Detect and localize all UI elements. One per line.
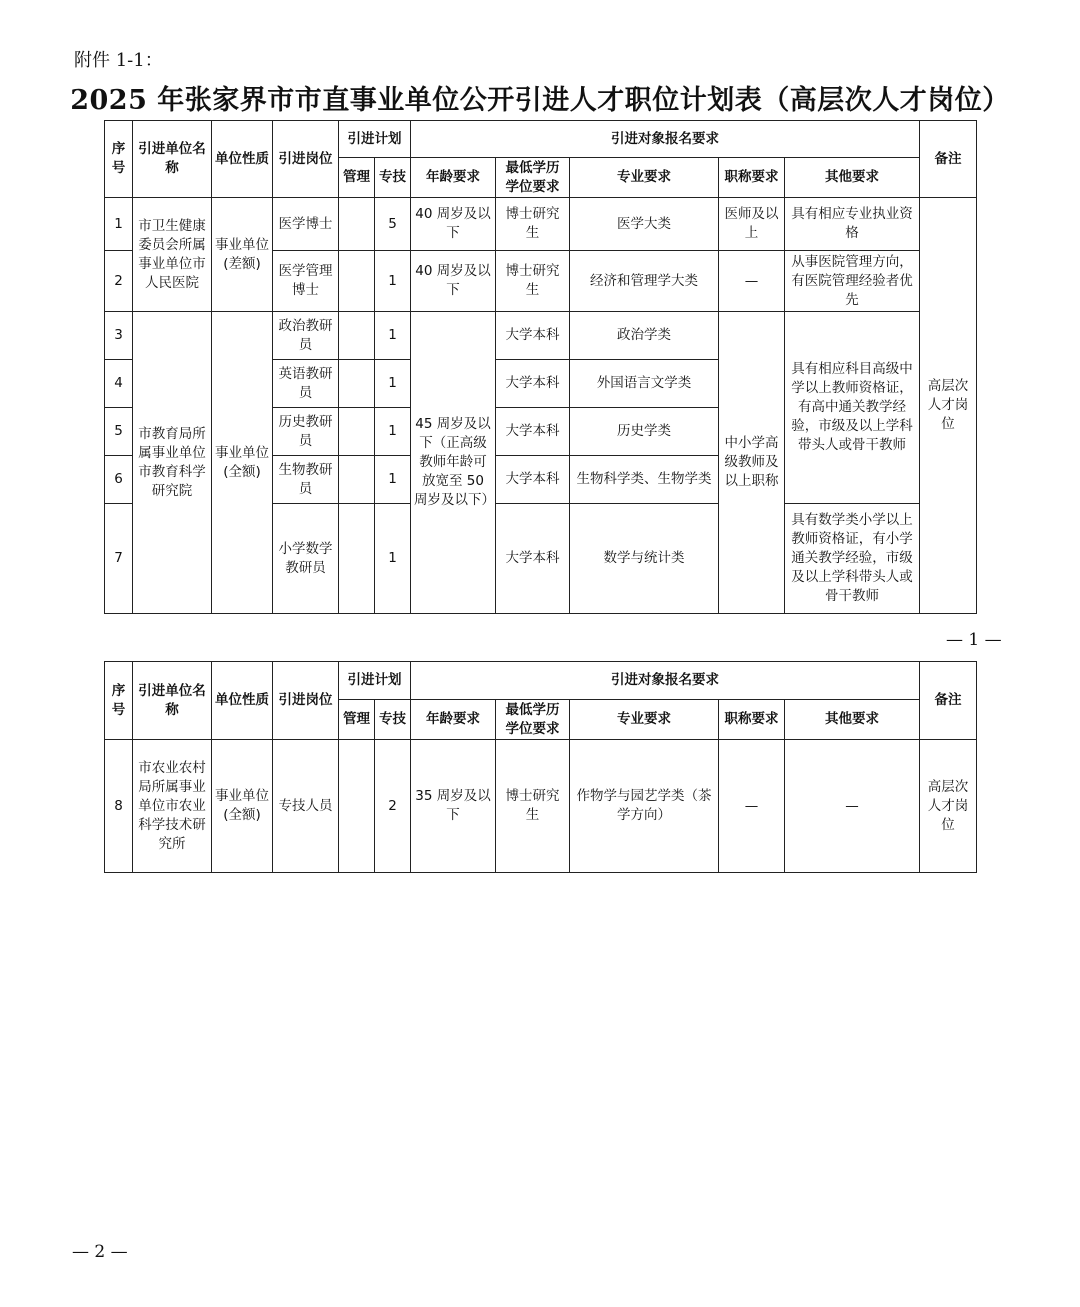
row-edu: 大学本科 — [496, 456, 570, 504]
header-age: 年龄要求 — [411, 158, 496, 198]
row-plan-mgmt — [339, 198, 375, 251]
row-plan-tech: 2 — [375, 740, 411, 873]
header-requirements: 引进对象报名要求 — [411, 121, 920, 158]
row-major: 数学与统计类 — [570, 504, 719, 614]
row-position: 专技人员 — [273, 740, 339, 873]
header-plan: 引进计划 — [339, 662, 411, 700]
table-row — [105, 198, 977, 251]
row-age: 40 周岁及以下 — [411, 198, 496, 251]
row-position: 政治教研员 — [273, 312, 339, 360]
unit-name-education: 市教育局所属事业单位市教育科学研究院 — [133, 312, 212, 614]
row-edu: 博士研究生 — [496, 740, 570, 873]
row-edu: 大学本科 — [496, 312, 570, 360]
header-title-req: 职称要求 — [719, 158, 785, 198]
row-plan-mgmt — [339, 360, 375, 408]
header-major: 专业要求 — [570, 158, 719, 198]
header-plan-tech: 专技 — [375, 158, 411, 198]
row-position: 历史教研员 — [273, 408, 339, 456]
page-number: — 1 — — [946, 630, 1002, 650]
row-edu: 博士研究生 — [496, 251, 570, 312]
header-edu: 最低学历学位要求 — [496, 158, 570, 198]
row-age: 35 周岁及以下 — [411, 740, 496, 873]
row-title-req: — — [719, 740, 785, 873]
row-seq: 3 — [105, 312, 133, 360]
recruitment-table-page1 — [104, 120, 977, 614]
row-edu: 博士研究生 — [496, 198, 570, 251]
row-title-req: — — [719, 251, 785, 312]
row-major: 历史学类 — [570, 408, 719, 456]
header-plan: 引进计划 — [339, 121, 411, 158]
row-seq: 5 — [105, 408, 133, 456]
other-req-education: 具有相应科目高级中学以上教师资格证，有高中通关教学经验，市级及以上学科带头人或骨干教师 — [785, 312, 920, 504]
row-position: 医学管理博士 — [273, 251, 339, 312]
row-major: 作物学与园艺学类（茶学方向） — [570, 740, 719, 873]
header-remark: 备注 — [920, 121, 977, 198]
row-plan-mgmt — [339, 408, 375, 456]
recruitment-table-page2 — [104, 661, 977, 873]
row-position: 小学数学教研员 — [273, 504, 339, 614]
unit-nature-health: 事业单位(差额) — [212, 198, 273, 312]
row-seq: 4 — [105, 360, 133, 408]
remark-cell: 高层次人才岗位 — [920, 198, 977, 614]
header-plan-tech: 专技 — [375, 700, 411, 740]
title-req-education: 中小学高级教师及以上职称 — [719, 312, 785, 614]
row-plan-tech: 1 — [375, 312, 411, 360]
header-age: 年龄要求 — [411, 700, 496, 740]
unit-name-health: 市卫生健康委员会所属事业单位市人民医院 — [133, 198, 212, 312]
row-plan-mgmt — [339, 251, 375, 312]
header-requirements: 引进对象报名要求 — [411, 662, 920, 700]
header-major: 专业要求 — [570, 700, 719, 740]
header-unit-nature: 单位性质 — [212, 662, 273, 740]
row-other: 具有数学类小学以上教师资格证，有小学通关教学经验，市级及以上学科带头人或骨干教师 — [785, 504, 920, 614]
row-seq: 2 — [105, 251, 133, 312]
row-plan-tech: 5 — [375, 198, 411, 251]
header-unit-nature: 单位性质 — [212, 121, 273, 198]
row-plan-tech: 1 — [375, 456, 411, 504]
header-unit-name: 引进单位名 称 — [133, 121, 212, 198]
row-other: 具有相应专业执业资格 — [785, 198, 920, 251]
row-plan-mgmt — [339, 312, 375, 360]
row-major: 政治学类 — [570, 312, 719, 360]
row-plan-mgmt — [339, 504, 375, 614]
row-unit-name: 市农业农村局所属事业单位市农业科学技术研究所 — [133, 740, 212, 873]
header-position: 引进岗位 — [273, 121, 339, 198]
row-edu: 大学本科 — [496, 408, 570, 456]
header-remark: 备注 — [920, 662, 977, 740]
table-row — [105, 312, 977, 360]
row-plan-tech: 1 — [375, 408, 411, 456]
row-other: — — [785, 740, 920, 873]
row-plan-mgmt — [339, 456, 375, 504]
row-age: 40 周岁及以下 — [411, 251, 496, 312]
row-position: 英语教研员 — [273, 360, 339, 408]
header-title-req: 职称要求 — [719, 700, 785, 740]
page-title: 2025 年张家界市市直事业单位公开引进人才职位计划表（高层次人才岗位） — [70, 85, 1010, 116]
row-seq: 7 — [105, 504, 133, 614]
row-seq: 1 — [105, 198, 133, 251]
row-edu: 大学本科 — [496, 504, 570, 614]
header-edu: 最低学历学位要求 — [496, 700, 570, 740]
row-plan-tech: 1 — [375, 251, 411, 312]
header-plan-mgmt: 管理 — [339, 158, 375, 198]
row-major: 经济和管理学大类 — [570, 251, 719, 312]
row-title-req: 医师及以上 — [719, 198, 785, 251]
row-position: 生物教研员 — [273, 456, 339, 504]
row-remark: 高层次人才岗位 — [920, 740, 977, 873]
page-number: — 2 — — [72, 1242, 128, 1262]
row-major: 医学大类 — [570, 198, 719, 251]
row-seq: 8 — [105, 740, 133, 873]
row-major: 生物科学类、生物学类 — [570, 456, 719, 504]
header-seq: 序号 — [105, 121, 133, 198]
header-seq: 序号 — [105, 662, 133, 740]
header-plan-mgmt: 管理 — [339, 700, 375, 740]
age-education: 45 周岁及以下（正高级教师年龄可放宽至 50 周岁及以下） — [411, 312, 496, 614]
table-row — [105, 740, 977, 873]
row-unit-nature: 事业单位(全额) — [212, 740, 273, 873]
header-other: 其他要求 — [785, 158, 920, 198]
row-plan-mgmt — [339, 740, 375, 873]
row-seq: 6 — [105, 456, 133, 504]
row-other: 从事医院管理方向，有医院管理经验者优先 — [785, 251, 920, 312]
header-unit-name: 引进单位名 称 — [133, 662, 212, 740]
row-plan-tech: 1 — [375, 504, 411, 614]
unit-nature-education: 事业单位(全额) — [212, 312, 273, 614]
header-other: 其他要求 — [785, 700, 920, 740]
row-position: 医学博士 — [273, 198, 339, 251]
header-position: 引进岗位 — [273, 662, 339, 740]
row-major: 外国语言文学类 — [570, 360, 719, 408]
row-plan-tech: 1 — [375, 360, 411, 408]
attachment-label: 附件 1-1： — [74, 50, 163, 71]
row-edu: 大学本科 — [496, 360, 570, 408]
